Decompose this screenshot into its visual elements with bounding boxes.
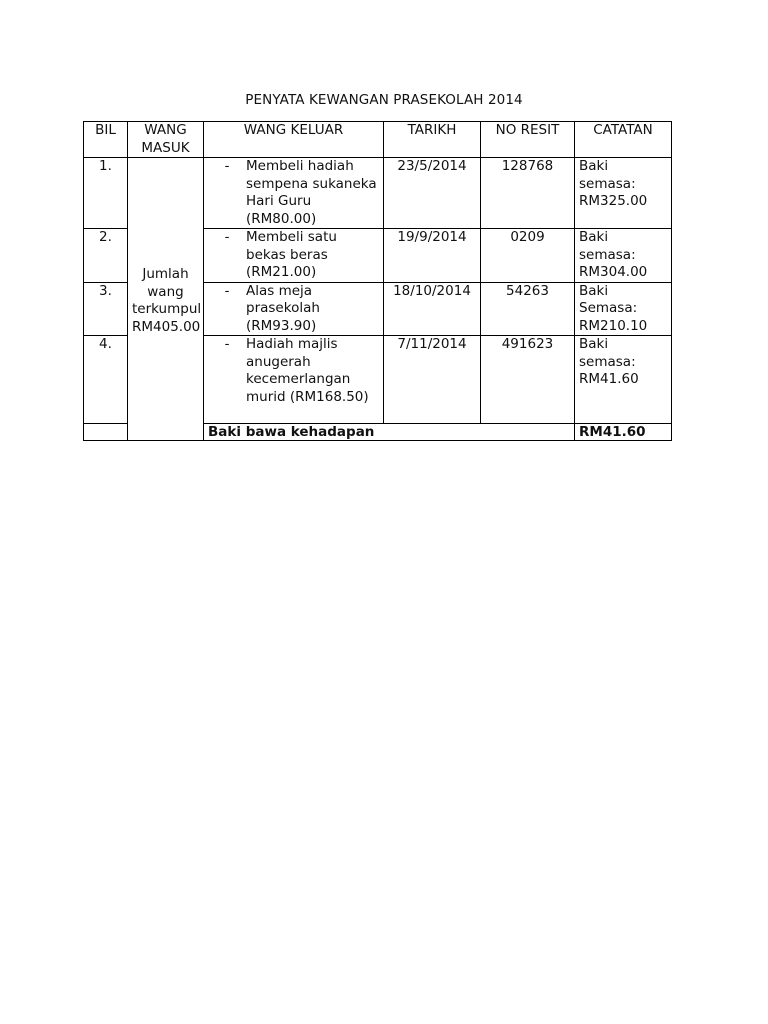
- cell-tarikh: 18/10/2014: [384, 282, 481, 336]
- header-catatan: CATATAN: [575, 122, 672, 158]
- expense-description: Membeli satu bekas beras (RM21.00): [246, 229, 337, 280]
- document-title: PENYATA KEWANGAN PRASEKOLAH 2014: [245, 92, 523, 108]
- cell-catatan: Baki semasa: RM325.00: [575, 158, 672, 229]
- list-dash: -: [224, 158, 230, 174]
- cell-wang-masuk: Jumlah wang terkumpul RM405.00: [128, 158, 204, 441]
- list-dash: -: [224, 229, 230, 245]
- cell-wang-keluar: [204, 229, 384, 283]
- cell-bil: 4.: [84, 336, 128, 424]
- total-value: RM41.60: [575, 424, 672, 441]
- cell-catatan: Baki semasa: RM41.60: [575, 336, 672, 424]
- financial-statement-table: [83, 121, 672, 441]
- cell-tarikh: 19/9/2014: [384, 229, 481, 283]
- expense-description: Membeli hadiah sempena sukaneka Hari Guru (RM80.00): [246, 158, 377, 227]
- header-wang-masuk: WANG MASUK: [128, 122, 204, 158]
- cell-wang-keluar: [204, 336, 384, 424]
- list-dash: -: [224, 336, 230, 352]
- cell-tarikh: 7/11/2014: [384, 336, 481, 424]
- header-no-resit: NO RESIT: [481, 122, 575, 158]
- cell-no-resit: 128768: [481, 158, 575, 229]
- cell-tarikh: 23/5/2014: [384, 158, 481, 229]
- header-bil: BIL: [84, 122, 128, 158]
- header-wang-keluar: WANG KELUAR: [204, 122, 384, 158]
- expense-description: Alas meja prasekolah (RM93.90): [246, 282, 320, 334]
- cell-wang-keluar: [204, 158, 384, 229]
- cell-catatan: Baki Semasa: RM210.10: [575, 282, 672, 336]
- cell-no-resit: 0209: [481, 229, 575, 283]
- total-label: Baki bawa kehadapan: [204, 424, 575, 441]
- cell-no-resit: 491623: [481, 336, 575, 424]
- cell-no-resit: 54263: [481, 282, 575, 336]
- cell-empty: [84, 424, 128, 441]
- cell-bil: 2.: [84, 229, 128, 283]
- header-tarikh: TARIKH: [384, 122, 481, 158]
- cell-bil: 1.: [84, 158, 128, 229]
- header-row: [84, 122, 672, 158]
- cell-catatan: Baki semasa: RM304.00: [575, 229, 672, 283]
- cell-bil: 3.: [84, 282, 128, 336]
- table-row: [84, 158, 672, 229]
- cell-wang-keluar: [204, 282, 384, 336]
- expense-description: Hadiah majlis anugerah kecemerlangan murid (RM168.50): [246, 336, 369, 405]
- list-dash: -: [224, 282, 230, 299]
